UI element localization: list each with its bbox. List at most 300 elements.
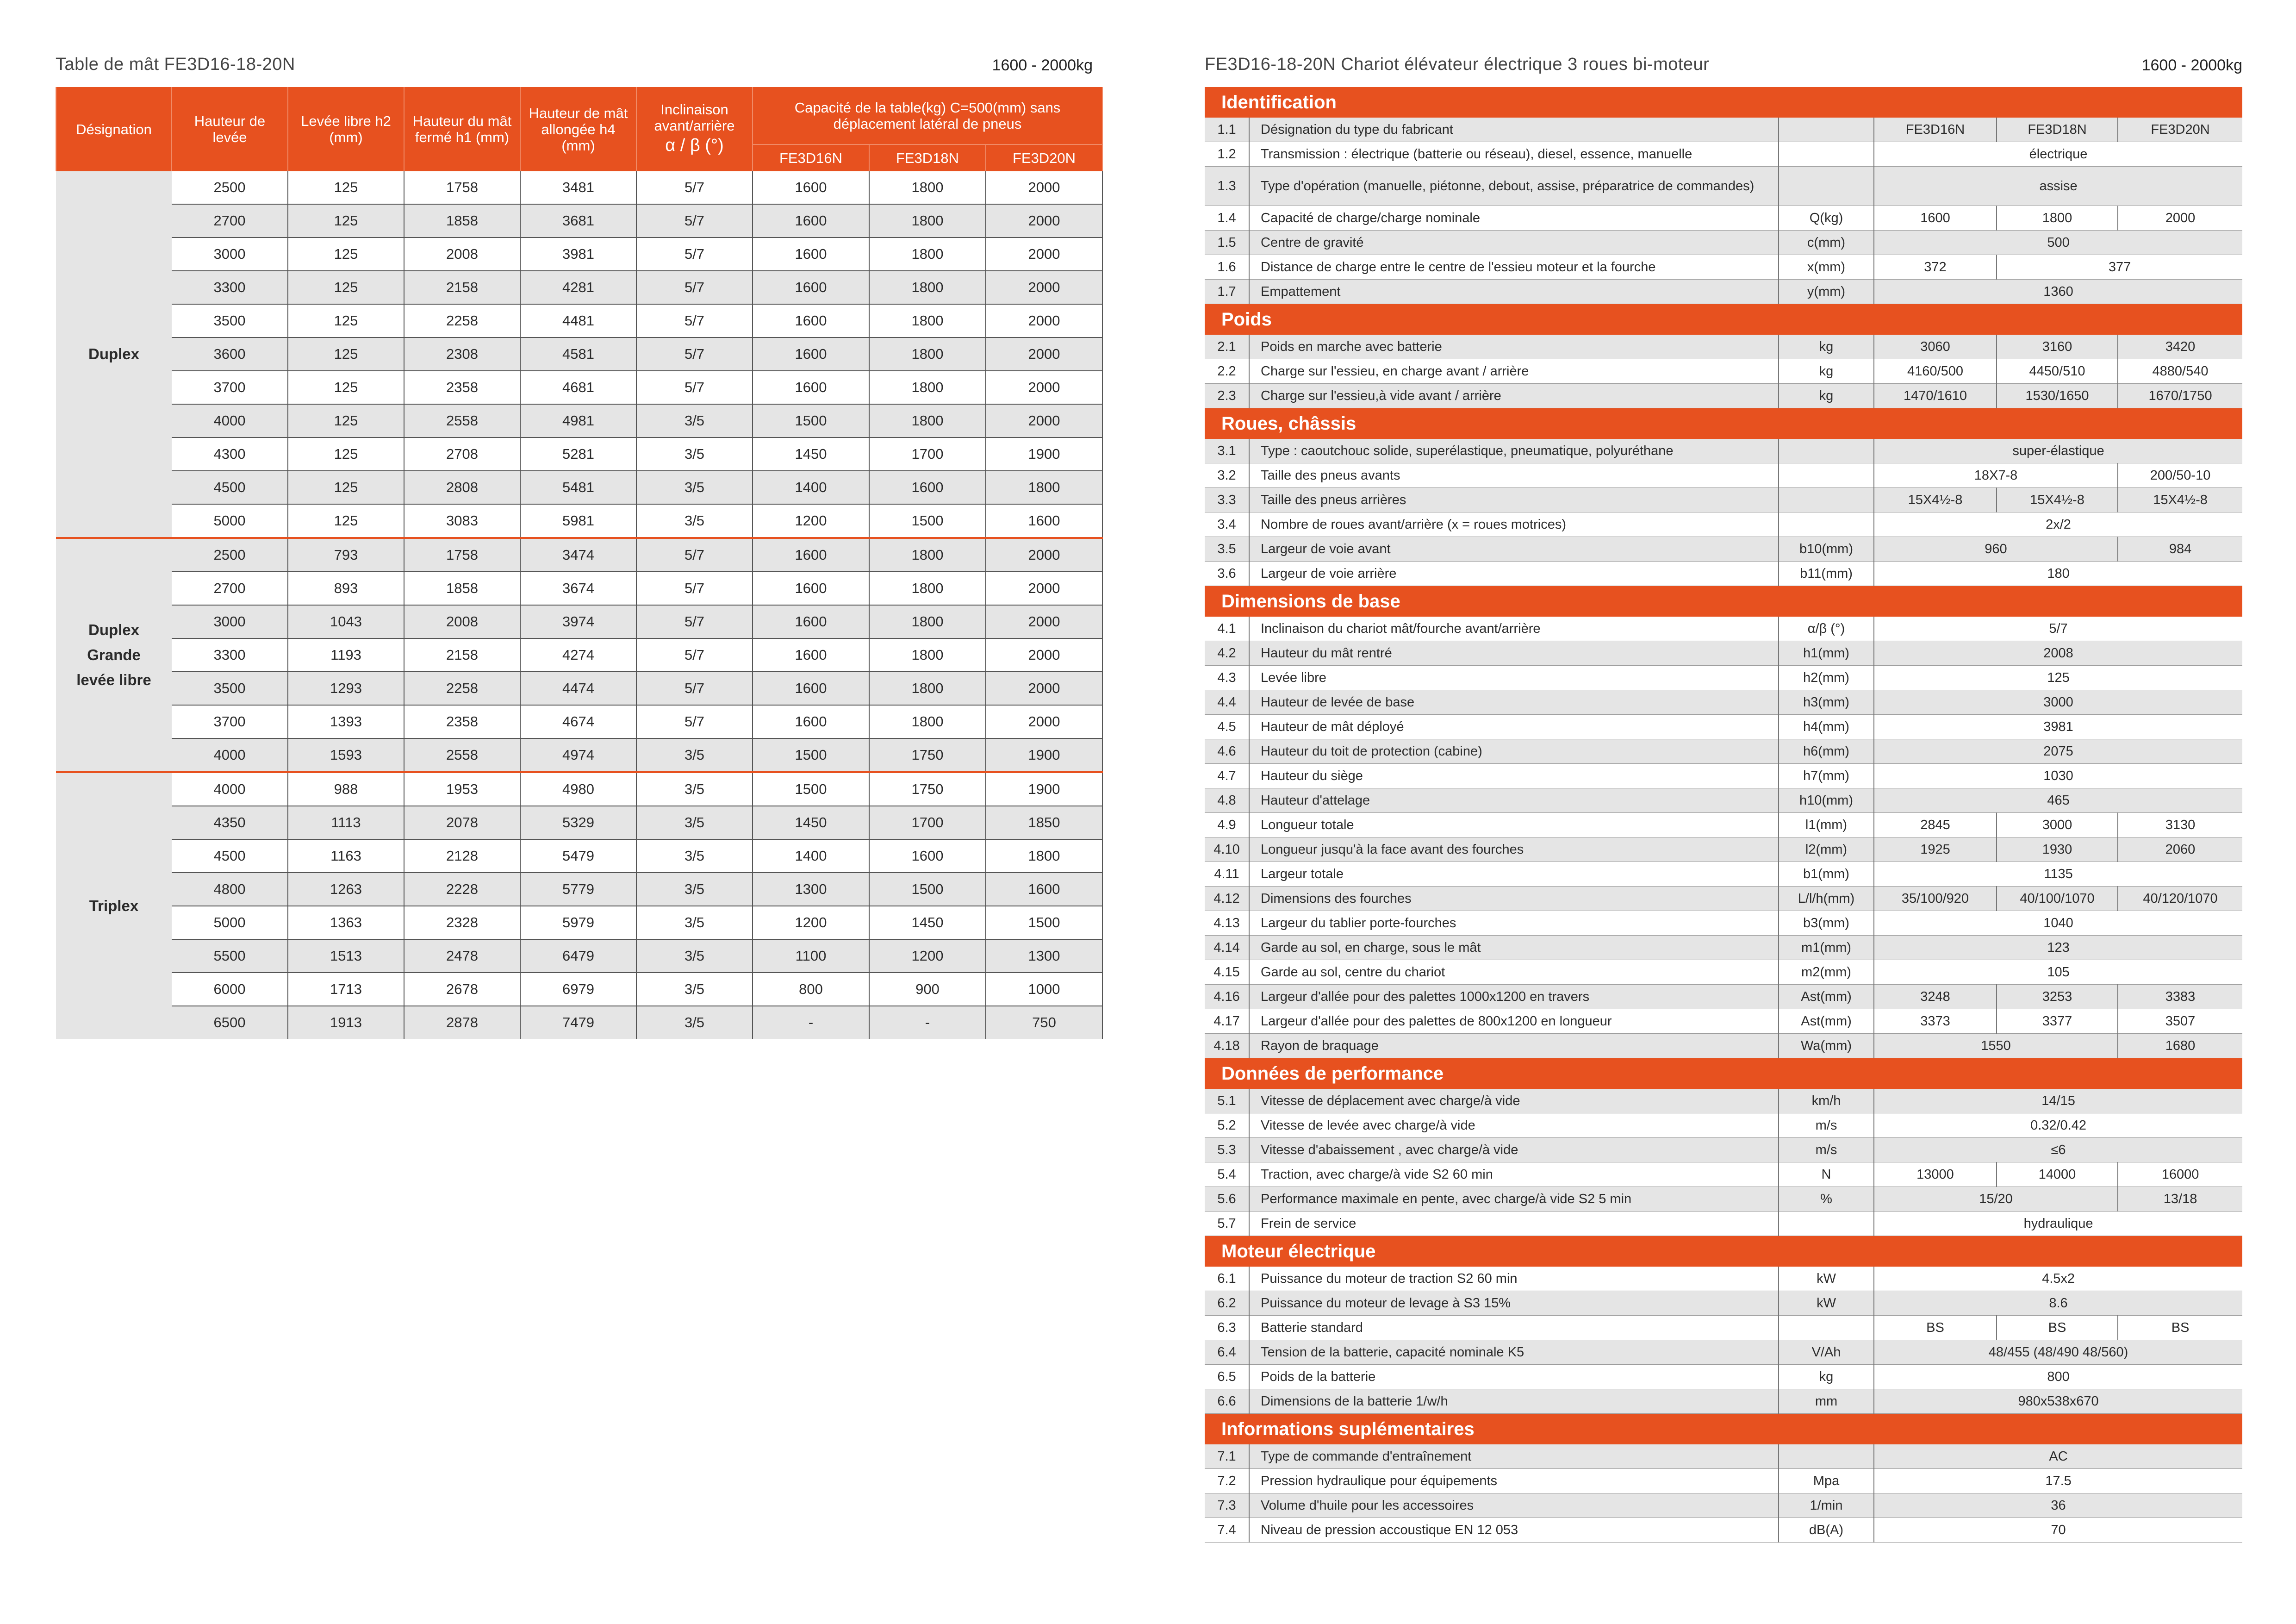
spec-row — [1205, 617, 2242, 641]
spec-value: super-élastique — [1874, 439, 2242, 463]
spec-value: 3507 — [2118, 1009, 2242, 1034]
mast-cell: 4974 — [520, 738, 636, 772]
mast-cell: 5/7 — [636, 605, 753, 638]
spec-label: Empattement — [1249, 280, 1779, 304]
spec-unit: h6(mm) — [1779, 739, 1874, 764]
section-title: Roues, châssis — [1205, 408, 2242, 439]
spec-row — [1205, 666, 2242, 690]
spec-value: 70 — [1874, 1518, 2242, 1543]
spec-unit: kg — [1779, 1365, 1874, 1389]
mast-cell: 1900 — [986, 437, 1102, 471]
spec-label: Poids en marche avec batterie — [1249, 335, 1779, 359]
spec-value: 2075 — [1874, 739, 2242, 764]
spec-label: Hauteur du siège — [1249, 764, 1779, 788]
spec-number: 7.4 — [1205, 1518, 1249, 1543]
mast-cell: 5981 — [520, 504, 636, 538]
spec-value: 3377 — [1997, 1009, 2118, 1034]
spec-value: 4450/510 — [1997, 359, 2118, 384]
mast-cell: 125 — [288, 171, 404, 204]
mast-cell: 3500 — [172, 672, 288, 705]
spec-row — [1205, 1316, 2242, 1340]
mast-cell: 1200 — [753, 906, 869, 939]
mast-cell: 893 — [288, 572, 404, 605]
spec-unit: b11(mm) — [1779, 562, 1874, 586]
mast-cell: 1758 — [404, 171, 520, 204]
mast-cell: 1800 — [869, 204, 986, 237]
mast-cell: 2328 — [404, 906, 520, 939]
mast-cell: 1713 — [288, 973, 404, 1006]
spec-unit: mm — [1779, 1389, 1874, 1414]
header-designation: Désignation — [56, 87, 172, 171]
mast-cell: 1900 — [986, 772, 1102, 806]
mast-cell: 3600 — [172, 337, 288, 371]
spec-row — [1205, 463, 2242, 488]
spec-value: 2845 — [1874, 813, 1997, 837]
spec-row — [1205, 1187, 2242, 1212]
spec-row — [1205, 359, 2242, 384]
mast-cell: 1600 — [753, 204, 869, 237]
mast-cell: 4481 — [520, 304, 636, 337]
mast-row — [56, 772, 1102, 806]
spec-unit — [1779, 167, 1874, 206]
mast-cell: - — [753, 1006, 869, 1039]
mast-cell: 2878 — [404, 1006, 520, 1039]
mast-cell: 2358 — [404, 371, 520, 404]
mast-cell: 4980 — [520, 772, 636, 806]
spec-label: Puissance du moteur de levage à S3 15% — [1249, 1291, 1779, 1316]
spec-label: Désignation du type du fabricant — [1249, 118, 1779, 142]
mast-cell: 1513 — [288, 939, 404, 973]
spec-row — [1205, 488, 2242, 512]
spec-label: Vitesse de déplacement avec charge/à vide — [1249, 1089, 1779, 1113]
mast-cell: 125 — [288, 437, 404, 471]
mast-cell: 4500 — [172, 471, 288, 504]
mast-cell: 1600 — [753, 605, 869, 638]
spec-unit: Ast(mm) — [1779, 1009, 1874, 1034]
spec-unit: Mpa — [1779, 1469, 1874, 1493]
mast-cell: 1600 — [753, 271, 869, 304]
spec-value: 14/15 — [1874, 1089, 2242, 1113]
mast-cell: 2000 — [986, 171, 1102, 204]
spec-value: assise — [1874, 167, 2242, 206]
mast-cell: 1800 — [869, 171, 986, 204]
mast-row — [56, 572, 1102, 605]
spec-value: 40/120/1070 — [2118, 887, 2242, 911]
mast-cell: 2000 — [986, 705, 1102, 738]
spec-value: 1680 — [2118, 1034, 2242, 1058]
mast-cell: 3/5 — [636, 806, 753, 839]
mast-cell: 3/5 — [636, 471, 753, 504]
mast-cell: 1800 — [869, 404, 986, 437]
spec-value: 377 — [1997, 255, 2242, 280]
spec-number: 4.16 — [1205, 985, 1249, 1009]
mast-cell: 3/5 — [636, 437, 753, 471]
spec-unit: L/l/h(mm) — [1779, 887, 1874, 911]
spec-number: 1.4 — [1205, 206, 1249, 231]
mast-cell: 1600 — [753, 171, 869, 204]
mast-row — [56, 1006, 1102, 1039]
spec-label: Charge sur l'essieu,à vide avant / arrière — [1249, 384, 1779, 408]
mast-cell: 1850 — [986, 806, 1102, 839]
spec-value: 1470/1610 — [1874, 384, 1997, 408]
spec-unit: kW — [1779, 1267, 1874, 1291]
spec-label: Traction, avec charge/à vide S2 60 min — [1249, 1162, 1779, 1187]
spec-value: 1135 — [1874, 862, 2242, 887]
spec-label: Nombre de roues avant/arrière (x = roues motrices) — [1249, 512, 1779, 537]
spec-value: 1930 — [1997, 837, 2118, 862]
spec-label: Largeur du tablier porte-fourches — [1249, 911, 1779, 936]
spec-value: FE3D20N — [2118, 118, 2242, 142]
mast-cell: 1800 — [869, 538, 986, 572]
mast-cell: 5000 — [172, 906, 288, 939]
mast-cell: 1800 — [986, 471, 1102, 504]
mast-cell: 3481 — [520, 171, 636, 204]
mast-cell: 5979 — [520, 906, 636, 939]
spec-value: AC — [1874, 1444, 2242, 1469]
spec-number: 3.2 — [1205, 463, 1249, 488]
spec-unit: Wa(mm) — [1779, 1034, 1874, 1058]
spec-row — [1205, 206, 2242, 231]
mast-cell: 2000 — [986, 371, 1102, 404]
spec-unit: h7(mm) — [1779, 764, 1874, 788]
spec-label: Largeur d'allée pour des palettes 1000x1200 en travers — [1249, 985, 1779, 1009]
mast-cell: 1300 — [986, 939, 1102, 973]
mast-cell: 3/5 — [636, 839, 753, 873]
mast-cell: 5/7 — [636, 672, 753, 705]
spec-row — [1205, 1493, 2242, 1518]
section-header-row — [1205, 1414, 2242, 1445]
spec-number: 1.7 — [1205, 280, 1249, 304]
spec-value: 800 — [1874, 1365, 2242, 1389]
spec-value: 200/50-10 — [2118, 463, 2242, 488]
spec-value: 372 — [1874, 255, 1997, 280]
mast-cell: 2808 — [404, 471, 520, 504]
mast-row — [56, 973, 1102, 1006]
spec-number: 2.2 — [1205, 359, 1249, 384]
mast-cell: 1500 — [986, 906, 1102, 939]
mast-cell: 5/7 — [636, 271, 753, 304]
spec-number: 5.4 — [1205, 1162, 1249, 1187]
spec-row — [1205, 255, 2242, 280]
spec-row — [1205, 1444, 2242, 1469]
mast-cell: 2558 — [404, 404, 520, 437]
spec-row — [1205, 1034, 2242, 1058]
spec-number: 3.5 — [1205, 537, 1249, 562]
mast-cell: 1400 — [753, 471, 869, 504]
spec-unit — [1779, 118, 1874, 142]
spec-value: ≤6 — [1874, 1138, 2242, 1162]
mast-row — [56, 873, 1102, 906]
mast-cell: 1750 — [869, 738, 986, 772]
mast-row — [56, 171, 1102, 204]
spec-unit: h2(mm) — [1779, 666, 1874, 690]
mast-cell: 1450 — [753, 806, 869, 839]
section-title: Identification — [1205, 87, 2242, 118]
spec-unit: h3(mm) — [1779, 690, 1874, 715]
spec-row — [1205, 335, 2242, 359]
mast-cell: 2000 — [986, 304, 1102, 337]
mast-row — [56, 738, 1102, 772]
spec-unit: y(mm) — [1779, 280, 1874, 304]
spec-number: 1.5 — [1205, 231, 1249, 255]
mast-cell: 3674 — [520, 572, 636, 605]
mast-cell: 3974 — [520, 605, 636, 638]
section-title: Données de performance — [1205, 1058, 2242, 1089]
mast-cell: 1600 — [753, 638, 869, 672]
mast-cell: 1600 — [753, 572, 869, 605]
mast-cell: 4681 — [520, 371, 636, 404]
mast-cell: 1800 — [869, 371, 986, 404]
spec-number: 3.6 — [1205, 562, 1249, 586]
section-title: Informations suplémentaires — [1205, 1414, 2242, 1445]
spec-unit — [1779, 142, 1874, 167]
mast-cell: 2000 — [986, 672, 1102, 705]
spec-row — [1205, 1340, 2242, 1365]
mast-cell: 3/5 — [636, 939, 753, 973]
mast-cell: 2000 — [986, 638, 1102, 672]
mast-cell: 4581 — [520, 337, 636, 371]
mast-cell: 4674 — [520, 705, 636, 738]
spec-value: 2x/2 — [1874, 512, 2242, 537]
spec-value: 1925 — [1874, 837, 1997, 862]
mast-row — [56, 237, 1102, 271]
mast-cell: 4281 — [520, 271, 636, 304]
mast-cell: 3/5 — [636, 906, 753, 939]
spec-unit: kg — [1779, 384, 1874, 408]
spec-row — [1205, 862, 2242, 887]
mast-row — [56, 939, 1102, 973]
mast-cell: 1700 — [869, 437, 986, 471]
spec-row — [1205, 231, 2242, 255]
spec-value: 500 — [1874, 231, 2242, 255]
mast-cell: 5/7 — [636, 337, 753, 371]
mast-cell: 1200 — [869, 939, 986, 973]
mast-row — [56, 337, 1102, 371]
spec-table-body — [1205, 87, 2242, 1543]
mast-cell: 1600 — [753, 705, 869, 738]
spec-unit: c(mm) — [1779, 231, 1874, 255]
spec-row — [1205, 911, 2242, 936]
mast-cell: 1913 — [288, 1006, 404, 1039]
mast-cell: 2500 — [172, 538, 288, 572]
spec-label: Largeur totale — [1249, 862, 1779, 887]
spec-row — [1205, 280, 2242, 304]
spec-value: FE3D18N — [1997, 118, 2118, 142]
mast-cell: 5/7 — [636, 171, 753, 204]
mast-cell: 5/7 — [636, 371, 753, 404]
spec-value: 14000 — [1997, 1162, 2118, 1187]
spec-unit: kg — [1779, 359, 1874, 384]
spec-number: 4.15 — [1205, 960, 1249, 985]
spec-value: 1040 — [1874, 911, 2242, 936]
spec-label: Garde au sol, centre du chariot — [1249, 960, 1779, 985]
spec-number: 4.4 — [1205, 690, 1249, 715]
mast-cell: 4800 — [172, 873, 288, 906]
spec-label: Garde au sol, en charge, sous le mât — [1249, 936, 1779, 960]
spec-unit: kW — [1779, 1291, 1874, 1316]
spec-row — [1205, 764, 2242, 788]
mast-cell: 1600 — [753, 337, 869, 371]
spec-label: Distance de charge entre le centre de l'essieu moteur et la fourche — [1249, 255, 1779, 280]
mast-cell: 3/5 — [636, 772, 753, 806]
spec-row — [1205, 439, 2242, 463]
spec-number: 6.2 — [1205, 1291, 1249, 1316]
mast-row — [56, 906, 1102, 939]
mast-cell: 3/5 — [636, 738, 753, 772]
mast-cell: 6500 — [172, 1006, 288, 1039]
spec-row — [1205, 936, 2242, 960]
spec-number: 7.3 — [1205, 1493, 1249, 1518]
spec-number: 4.9 — [1205, 813, 1249, 837]
section-title: Moteur électrique — [1205, 1236, 2242, 1267]
spec-number: 4.1 — [1205, 617, 1249, 641]
mast-cell: 5479 — [520, 839, 636, 873]
mast-cell: 3/5 — [636, 504, 753, 538]
group-label: Duplex Grande levée libre — [56, 538, 172, 772]
spec-number: 1.2 — [1205, 142, 1249, 167]
mast-cell: 125 — [288, 237, 404, 271]
mast-cell: 1800 — [869, 304, 986, 337]
mast-cell: 2158 — [404, 271, 520, 304]
spec-label: Puissance du moteur de traction S2 60 min — [1249, 1267, 1779, 1291]
spec-value: électrique — [1874, 142, 2242, 167]
mast-cell: 1700 — [869, 806, 986, 839]
spec-label: Dimensions des fourches — [1249, 887, 1779, 911]
mast-cell: 3700 — [172, 371, 288, 404]
spec-row — [1205, 1212, 2242, 1236]
mast-cell: 1450 — [869, 906, 986, 939]
spec-value: 3000 — [1997, 813, 2118, 837]
group-label: Triplex — [56, 772, 172, 1039]
mast-cell: 4000 — [172, 772, 288, 806]
mast-cell: 3/5 — [636, 404, 753, 437]
mast-cell: 1800 — [869, 672, 986, 705]
mast-cell: 5/7 — [636, 304, 753, 337]
mast-cell: 3681 — [520, 204, 636, 237]
header-hauteur-mat-ferme: Hauteur du mât fermé h1 (mm) — [404, 87, 520, 171]
spec-number: 1.1 — [1205, 118, 1249, 142]
mast-cell: 125 — [288, 471, 404, 504]
spec-row — [1205, 537, 2242, 562]
spec-value: 4160/500 — [1874, 359, 1997, 384]
header-inclinaison-label: Inclinaison avant/arrière — [654, 101, 735, 134]
spec-number: 2.1 — [1205, 335, 1249, 359]
spec-row — [1205, 167, 2242, 206]
mast-table — [56, 87, 1103, 1039]
spec-value: 465 — [1874, 788, 2242, 813]
mast-cell: 750 — [986, 1006, 1102, 1039]
mast-cell: 3700 — [172, 705, 288, 738]
spec-value: 17.5 — [1874, 1469, 2242, 1493]
spec-number: 4.12 — [1205, 887, 1249, 911]
spec-row — [1205, 837, 2242, 862]
mast-row — [56, 204, 1102, 237]
spec-unit: dB(A) — [1779, 1518, 1874, 1543]
spec-label: Vitesse de levée avec charge/à vide — [1249, 1113, 1779, 1138]
spec-number: 4.7 — [1205, 764, 1249, 788]
spec-row — [1205, 887, 2242, 911]
spec-value: 3981 — [1874, 715, 2242, 739]
mast-cell: 1600 — [869, 471, 986, 504]
mast-cell: 5/7 — [636, 204, 753, 237]
header-hauteur-levee: Hauteur de levée — [172, 87, 288, 171]
spec-value: 16000 — [2118, 1162, 2242, 1187]
spec-label: Frein de service — [1249, 1212, 1779, 1236]
mast-row — [56, 538, 1102, 572]
mast-cell: 1293 — [288, 672, 404, 705]
mast-cell: 6000 — [172, 973, 288, 1006]
spec-number: 4.3 — [1205, 666, 1249, 690]
spec-value: 2008 — [1874, 641, 2242, 666]
spec-unit: km/h — [1779, 1089, 1874, 1113]
mast-cell: 3000 — [172, 605, 288, 638]
mast-cell: 5/7 — [636, 237, 753, 271]
mast-row — [56, 271, 1102, 304]
right-page-title: FE3D16-18-20N Chariot élévateur électrique 3 roues bi-moteur — [1205, 55, 1710, 74]
spec-label: Rayon de braquage — [1249, 1034, 1779, 1058]
spec-label: Longueur jusqu'à la face avant des fourches — [1249, 837, 1779, 862]
mast-cell: 1600 — [753, 371, 869, 404]
spec-value: 35/100/920 — [1874, 887, 1997, 911]
spec-number: 4.6 — [1205, 739, 1249, 764]
mast-cell: 1800 — [869, 638, 986, 672]
header-model: FE3D20N — [986, 144, 1102, 171]
mast-cell: 1600 — [753, 538, 869, 572]
mast-cell: 7479 — [520, 1006, 636, 1039]
mast-cell: 3/5 — [636, 973, 753, 1006]
spec-label: Type : caoutchouc solide, superélastique, pneumatique, polyuréthane — [1249, 439, 1779, 463]
section-header-row — [1205, 1236, 2242, 1267]
mast-row — [56, 504, 1102, 538]
mast-cell: 3500 — [172, 304, 288, 337]
spec-value: 5/7 — [1874, 617, 2242, 641]
mast-cell: 793 — [288, 538, 404, 572]
mast-row — [56, 806, 1102, 839]
mast-cell: 2000 — [986, 237, 1102, 271]
spec-unit: l2(mm) — [1779, 837, 1874, 862]
spec-unit: α/β (°) — [1779, 617, 1874, 641]
mast-cell: 1600 — [753, 237, 869, 271]
spec-number: 2.3 — [1205, 384, 1249, 408]
spec-unit: kg — [1779, 335, 1874, 359]
header-model: FE3D16N — [753, 144, 869, 171]
mast-cell: 1800 — [869, 337, 986, 371]
spec-value: BS — [1874, 1316, 1997, 1340]
spec-unit: b1(mm) — [1779, 862, 1874, 887]
mast-cell: 1800 — [869, 605, 986, 638]
spec-unit: Ast(mm) — [1779, 985, 1874, 1009]
spec-number: 4.18 — [1205, 1034, 1249, 1058]
spec-row — [1205, 690, 2242, 715]
mast-cell: 1193 — [288, 638, 404, 672]
spec-number: 5.7 — [1205, 1212, 1249, 1236]
spec-unit — [1779, 1316, 1874, 1340]
mast-cell: 5779 — [520, 873, 636, 906]
spec-number: 4.8 — [1205, 788, 1249, 813]
mast-row — [56, 471, 1102, 504]
mast-row — [56, 605, 1102, 638]
spec-label: Largeur d'allée pour des palettes de 800x1200 en longueur — [1249, 1009, 1779, 1034]
mast-cell: 1363 — [288, 906, 404, 939]
mast-cell: 1858 — [404, 572, 520, 605]
mast-cell: 2000 — [986, 605, 1102, 638]
spec-label: Vitesse d'abaissement , avec charge/à vide — [1249, 1138, 1779, 1162]
mast-cell: 5281 — [520, 437, 636, 471]
spec-unit: % — [1779, 1187, 1874, 1212]
mast-cell: 1858 — [404, 204, 520, 237]
spec-unit: h1(mm) — [1779, 641, 1874, 666]
mast-row — [56, 672, 1102, 705]
